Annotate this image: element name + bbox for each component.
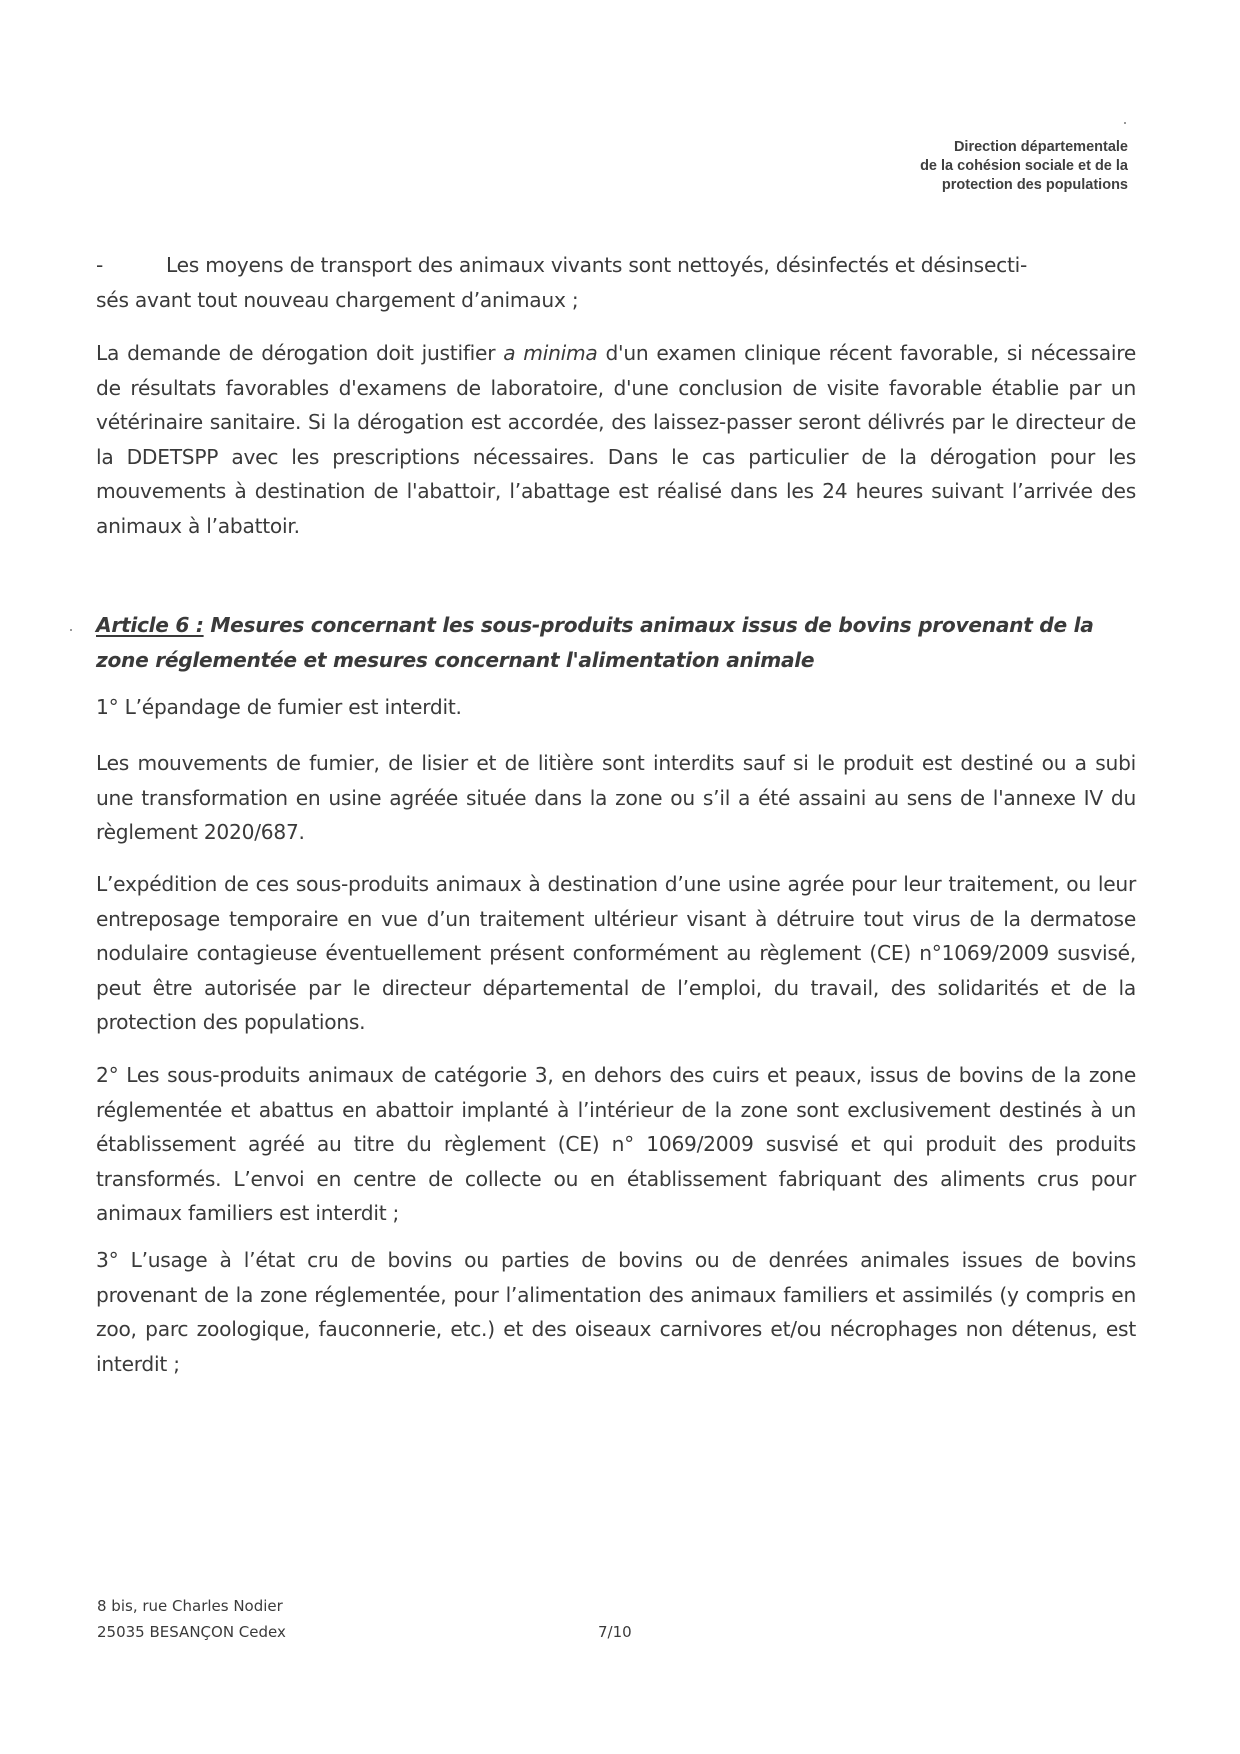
footer-address bbox=[97, 1593, 286, 1645]
paragraph-fumier-movements: Les mouvements de fumier, de lisier et de litière sont interdits sauf si le produit est destiné ou a subi une transformation en usine agréée située dans la zone ou s’il a été assaini au sens de l'annexe IV du règlement 2020/687. bbox=[96, 751, 1136, 844]
issuing-authority-header bbox=[920, 138, 1128, 195]
header-line: Direction départementale bbox=[953, 139, 1128, 155]
article-6-label: Article 6 : bbox=[96, 613, 204, 637]
header-line: de la cohésion sociale et de la bbox=[920, 158, 1128, 174]
scan-speck bbox=[70, 629, 72, 631]
header-line: protection des populations bbox=[941, 177, 1128, 193]
footer-city: 25035 BESANÇON Cedex bbox=[97, 1623, 286, 1641]
derogation-text-rest: d'un examen clinique récent favorable, si nécessaire de résultats favorables d'examens de laboratoire, d'une conclusion de visite favorable établie par un vétérinaire sanitaire. Si la dérogation est accordée, des laissez-passer seront délivrés par le directeur de la DDETSPP avec les prescriptions nécessaires. Dans le cas particulier de la dérogation pour les mouvements à destination de l'abattoir, l’abattage est réalisé dans les 24 heures suivant l’arrivée des animaux à l’abattoir. bbox=[96, 341, 1136, 538]
paragraph-expedition: L’expédition de ces sous-produits animaux à destination d’une usine agrée pour leur traitement, ou leur entreposage temporaire en vue d’un traitement ultérieur visant à détruire tout virus de la dermatose nodulaire contagieuse éventuellement présent conformément au règlement (CE) n°1069/2009 susvisé, peut être autorisée par le directeur départemental de l’emploi, du travail, des solidarités et de la protection des populations. bbox=[96, 872, 1136, 1034]
derogation-text-start: La demande de dérogation doit justifier bbox=[96, 341, 504, 365]
derogation-emphasis: a minima bbox=[503, 341, 598, 365]
paragraph-3-usage-cru: 3° L’usage à l’état cru de bovins ou parties de bovins ou de denrées animales issues de bovins provenant de la zone réglementée, pour l’alimentation des animaux familiers et assimilés (y compris en zoo, parc zoologique, fauconnerie, etc.) et des oiseaux carnivores et/ou nécrophages non détenus, est interdit ; bbox=[96, 1248, 1136, 1376]
article-6-heading bbox=[96, 608, 1136, 677]
bullet-text-line2: sés avant tout nouveau chargement d’animaux ; bbox=[96, 287, 579, 312]
bullet-item-transport bbox=[96, 248, 1136, 317]
paragraph-1-epandage: 1° L’épandage de fumier est interdit. bbox=[96, 695, 462, 719]
article-6-title: Mesures concernant les sous-produits animaux issus de bovins provenant de la zone réglementée et mesures concernant l'alimentation animale bbox=[96, 613, 1094, 672]
bullet-dash: - bbox=[96, 253, 104, 277]
footer-street: 8 bis, rue Charles Nodier bbox=[97, 1597, 283, 1615]
scan-speck bbox=[1124, 122, 1126, 124]
page-number: 7/10 bbox=[598, 1623, 632, 1641]
bullet-text-line1: Les moyens de transport des animaux vivants sont nettoyés, désinfectés et désinsecti- bbox=[166, 253, 1028, 277]
paragraph-2-categorie-3: 2° Les sous-produits animaux de catégorie 3, en dehors des cuirs et peaux, issus de bovins de la zone réglementée et abattus en abattoir implanté à l’intérieur de la zone sont exclusivement destinés à un établissement agréé au titre du règlement (CE) n° 1069/2009 susvisé et qui produit des produits transformés. L’envoi en centre de collecte ou en établissement fabriquant des aliments crus pour animaux familiers est interdit ; bbox=[96, 1063, 1136, 1225]
derogation-paragraph bbox=[96, 336, 1136, 543]
article-6-section bbox=[96, 608, 1136, 677]
